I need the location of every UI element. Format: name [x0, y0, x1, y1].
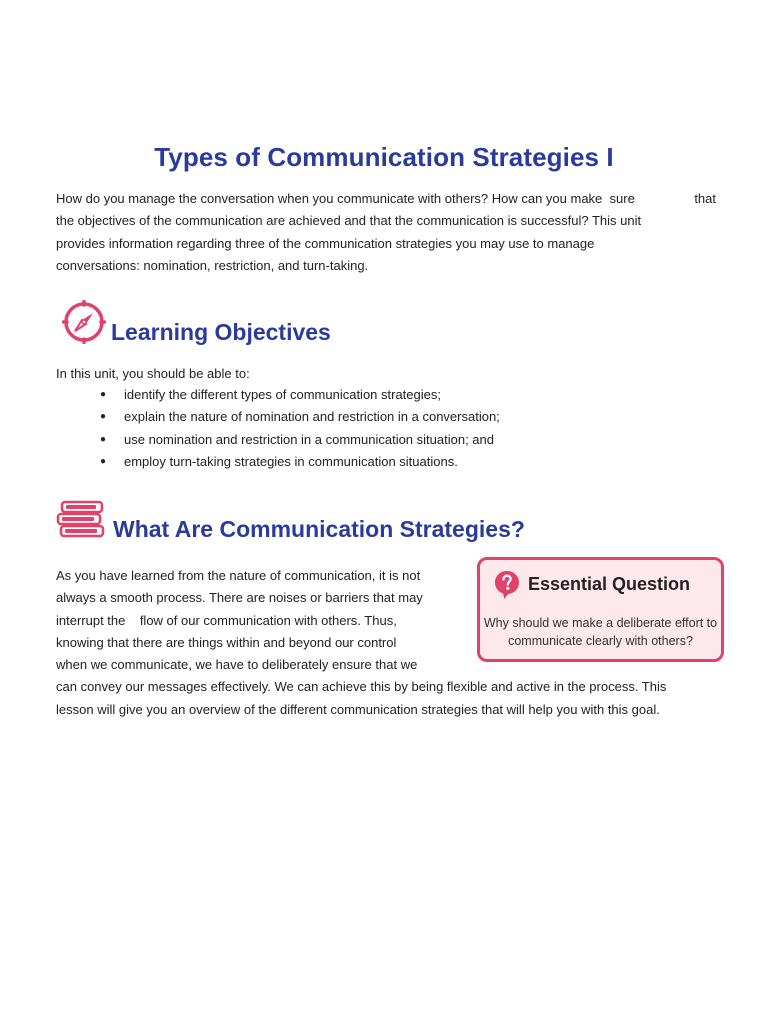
intro-line: the objectives of the communication are achieved and that the communication is successful? This unit: [56, 213, 642, 229]
list-item: [100, 406, 500, 428]
list-item-text: employ turn-taking strategies in communication situations.: [124, 453, 458, 469]
learning-objectives-header: [62, 300, 331, 344]
what-are-header: [56, 500, 525, 540]
body-line: As you have learned from the nature of communication, it is not: [56, 568, 421, 583]
body-line: interrupt the flow of our communication with others. Thus,: [56, 612, 397, 628]
bullet-icon: ●: [100, 389, 107, 400]
learning-objectives-heading: Learning Objectives: [111, 319, 331, 345]
essential-question-box: [477, 557, 724, 662]
body-line: can convey our messages effectively. We can achieve this by being flexible and active in the process. This: [56, 679, 667, 695]
intro-line: conversations: nomination, restriction, and turn-taking.: [56, 257, 369, 273]
list-item: [100, 429, 500, 451]
list-item-text: use nomination and restriction in a communication situation; and: [124, 431, 494, 447]
body-line: knowing that there are things within and beyond our control: [56, 634, 397, 650]
essential-question-line: communicate clearly with others?: [508, 634, 693, 648]
body-line: when we communicate, we have to deliberately ensure that we: [56, 657, 418, 673]
intro-line-text: How do you manage the conversation when you communicate with others? How can you make sure: [56, 191, 635, 206]
page-title: Types of Communication Strategies I: [154, 142, 614, 172]
intro-line: [56, 188, 716, 210]
essential-question-title: Essential Question: [528, 574, 691, 594]
objectives-list: [100, 384, 500, 473]
intro-paragraph: [56, 188, 716, 277]
question-bubble-icon: [494, 570, 520, 600]
list-item: [100, 451, 500, 473]
list-item-text: explain the nature of nomination and restriction in a conversation;: [124, 409, 500, 425]
body-line: lesson will give you an overview of the different communication strategies that will help you with this goal.: [56, 701, 660, 717]
books-icon: [56, 500, 106, 540]
compass-icon: [62, 300, 106, 344]
list-item: [100, 384, 500, 406]
intro-line-text-end: that: [694, 191, 716, 206]
essential-question-line: Why should we make a deliberate effort to: [483, 616, 718, 630]
intro-line: provides information regarding three of the communication strategies you may use to manage: [56, 235, 595, 251]
essential-question-text: [480, 614, 721, 650]
what-are-heading: What Are Communication Strategies?: [113, 516, 525, 542]
objectives-intro: In this unit, you should be able to:: [56, 366, 250, 381]
list-item-text: identify the different types of communication strategies;: [124, 387, 441, 402]
bullet-icon: ●: [100, 433, 107, 445]
bullet-icon: ●: [100, 455, 107, 467]
bullet-icon: ●: [100, 411, 107, 423]
body-line: always a smooth process. There are noises or barriers that may: [56, 590, 423, 606]
